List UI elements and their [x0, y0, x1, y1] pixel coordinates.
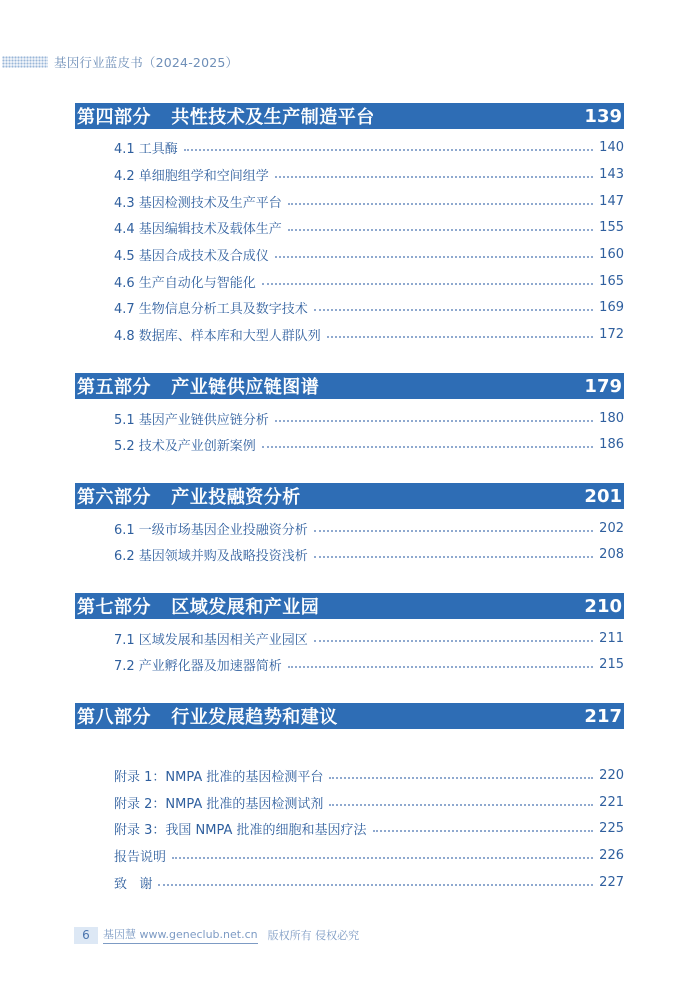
dot-leader	[158, 884, 593, 886]
entry-page: 165	[599, 273, 624, 289]
header-dot-pattern	[2, 56, 48, 68]
entry-title: 7.2 产业孵化器及加速器简析	[114, 658, 282, 674]
section-heading-5[interactable]	[75, 373, 624, 399]
dot-leader	[329, 777, 593, 779]
entry-title: 4.3 基因检测技术及生产平台	[114, 195, 282, 211]
dot-leader	[184, 149, 593, 151]
dot-leader	[288, 203, 593, 205]
entry-title: 4.6 生产自动化与智能化	[114, 275, 256, 291]
entry-title: 4.4 基因编辑技术及载体生产	[114, 221, 282, 237]
section-title: 第四部分 共性技术及生产制造平台	[77, 107, 375, 128]
toc-entry-appendix-2[interactable]	[114, 792, 624, 812]
entry-page: 155	[599, 219, 624, 235]
entry-title: 5.2 技术及产业创新案例	[114, 438, 256, 454]
section-title: 第六部分 产业投融资分析	[77, 487, 301, 508]
dot-leader	[373, 830, 594, 832]
entry-page: 147	[599, 193, 624, 209]
footer-brand-link[interactable]: 基因慧 www.geneclub.net.cn	[103, 926, 258, 944]
toc-entry[interactable]	[114, 244, 624, 264]
section-page: 210	[584, 595, 622, 617]
entry-title: 6.2 基因领域并购及战略投资浅析	[114, 548, 308, 564]
entry-title: 报告说明	[114, 849, 167, 865]
toc-entry[interactable]	[114, 191, 624, 211]
entry-page: 211	[599, 630, 624, 646]
section-page: 179	[584, 375, 622, 397]
entry-title: 7.1 区域发展和基因相关产业园区	[114, 632, 308, 648]
entry-page: 143	[599, 166, 624, 182]
section-page: 139	[584, 105, 622, 127]
toc-entry-acknowledgements[interactable]	[114, 872, 624, 892]
toc-entry[interactable]	[114, 654, 624, 674]
entry-title: 4.2 单细胞组学和空间组学	[114, 168, 269, 184]
entry-page: 140	[599, 139, 624, 155]
section-title: 第八部分 行业发展趋势和建议	[77, 707, 338, 728]
entry-page: 221	[599, 794, 624, 810]
section-heading-6[interactable]	[75, 483, 624, 509]
dot-leader	[314, 309, 593, 311]
running-header	[0, 52, 238, 72]
toc-entry[interactable]	[114, 324, 624, 344]
toc-entry[interactable]	[114, 297, 624, 317]
dot-leader	[288, 666, 593, 668]
section-page: 201	[584, 485, 622, 507]
entry-title: 4.1 工具酶	[114, 141, 178, 157]
entry-title: 4.8 数据库、样本库和大型人群队列	[114, 328, 321, 344]
toc-entry-appendix-1[interactable]	[114, 765, 624, 785]
section-heading-7[interactable]	[75, 593, 624, 619]
toc-entry[interactable]	[114, 434, 624, 454]
section-heading-8[interactable]	[75, 703, 624, 729]
toc-entry[interactable]	[114, 137, 624, 157]
toc-entry-report-notes[interactable]	[114, 845, 624, 865]
dot-leader	[262, 446, 593, 448]
entry-page: 208	[599, 546, 624, 562]
section-title: 第五部分 产业链供应链图谱	[77, 377, 320, 398]
toc-entry[interactable]	[114, 628, 624, 648]
section-page: 217	[584, 705, 622, 727]
toc-entry[interactable]	[114, 518, 624, 538]
entry-page: 225	[599, 820, 624, 836]
toc-entry[interactable]	[114, 217, 624, 237]
entry-page: 180	[599, 410, 624, 426]
entry-page: 186	[599, 436, 624, 452]
dot-leader	[329, 804, 593, 806]
dot-leader	[275, 176, 593, 178]
entry-title: 4.7 生物信息分析工具及数字技术	[114, 301, 308, 317]
entry-title: 附录 2：NMPA 批准的基因检测试剂	[114, 796, 324, 812]
page-number: 6	[74, 927, 98, 944]
dot-leader	[275, 420, 593, 422]
entry-title: 5.1 基因产业链供应链分析	[114, 412, 269, 428]
page-footer	[74, 926, 359, 944]
toc-entry[interactable]	[114, 164, 624, 184]
dot-leader	[288, 229, 593, 231]
entry-page: 226	[599, 847, 624, 863]
dot-leader	[275, 256, 593, 258]
dot-leader	[172, 857, 593, 859]
header-title: 基因行业蓝皮书（2024-2025）	[54, 55, 239, 70]
toc-entry[interactable]	[114, 271, 624, 291]
dot-leader	[262, 283, 593, 285]
section-heading-4[interactable]	[75, 103, 624, 129]
entry-page: 227	[599, 874, 624, 890]
entry-title: 附录 1：NMPA 批准的基因检测平台	[114, 769, 324, 785]
entry-page: 202	[599, 520, 624, 536]
dot-leader	[314, 640, 593, 642]
section-title: 第七部分 区域发展和产业园	[77, 597, 320, 618]
entry-page: 215	[599, 656, 624, 672]
dot-leader	[314, 530, 593, 532]
dot-leader	[327, 336, 593, 338]
dot-leader	[314, 556, 593, 558]
entry-page: 169	[599, 299, 624, 315]
entry-page: 160	[599, 246, 624, 262]
toc-entry[interactable]	[114, 544, 624, 564]
footer-copyright: 版权所有 侵权必究	[267, 929, 360, 942]
entry-title: 致 谢	[114, 876, 153, 892]
entry-page: 172	[599, 326, 624, 342]
entry-title: 6.1 一级市场基因企业投融资分析	[114, 522, 308, 538]
toc-entry[interactable]	[114, 408, 624, 428]
toc-entry-appendix-3[interactable]	[114, 818, 624, 838]
entry-title: 4.5 基因合成技术及合成仪	[114, 248, 269, 264]
entry-page: 220	[599, 767, 624, 783]
entry-title: 附录 3：我国 NMPA 批准的细胞和基因疗法	[114, 822, 367, 838]
